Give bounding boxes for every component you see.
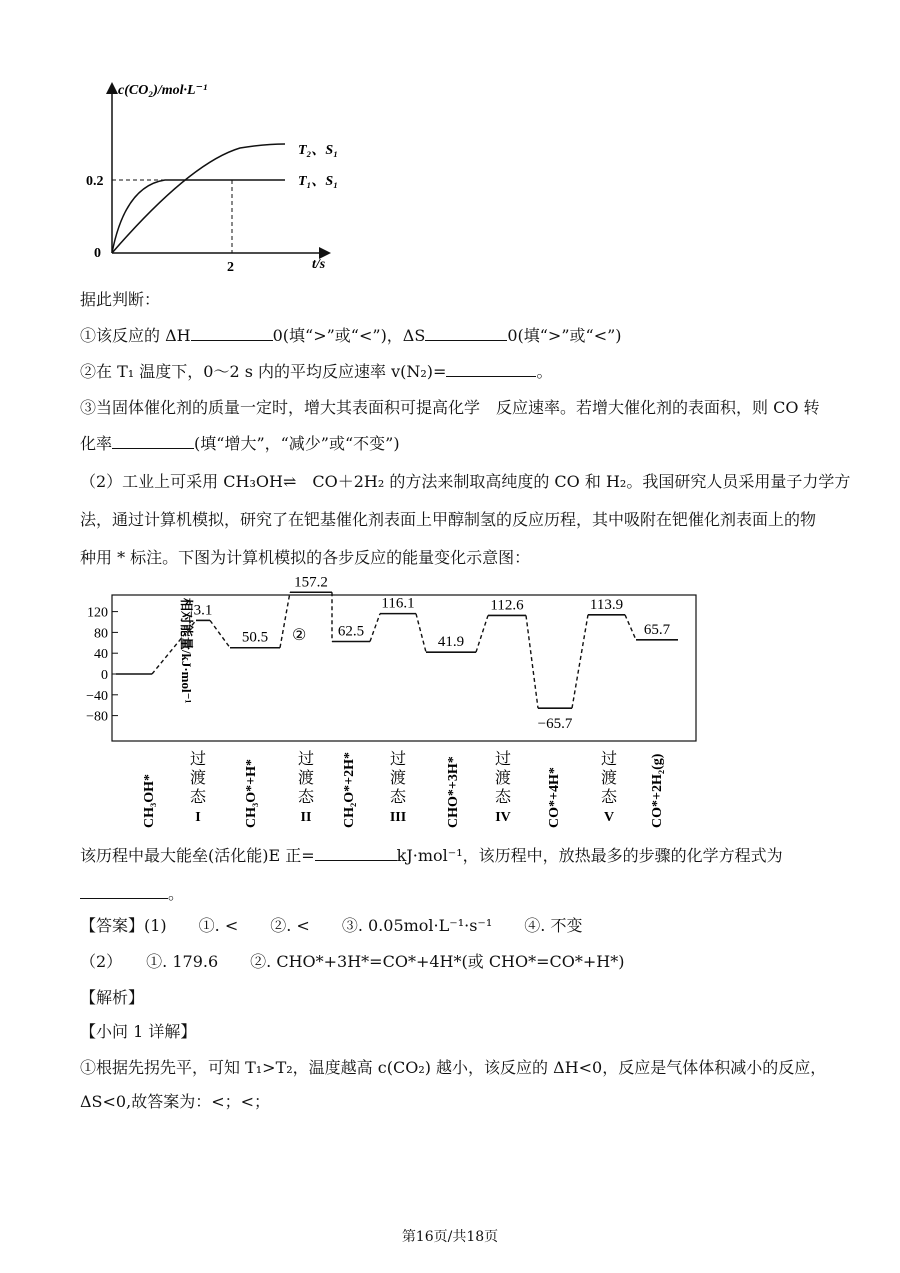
category-label: 态 xyxy=(297,789,315,806)
category-label: III xyxy=(389,810,407,825)
q1-part-b: 0(填“>”或“<”)，ΔS xyxy=(272,326,426,345)
q3-part-a: 化率 xyxy=(80,434,113,453)
q3-part-b: (填“增大”，“减少”或“不变”) xyxy=(194,434,400,453)
blank-activation[interactable] xyxy=(315,846,397,861)
step-marker: ② xyxy=(292,627,307,644)
energy-value-label: −65.7 xyxy=(537,716,573,733)
energy-value-label: 113.9 xyxy=(589,596,624,613)
category-label: 态 xyxy=(600,789,618,806)
origin-label: 0 xyxy=(94,246,101,261)
connector-dashed xyxy=(210,620,230,647)
subquestion-heading: 【小问 1 详解】 xyxy=(80,1022,197,1041)
q1-part-a: ①该反应的 ΔH xyxy=(80,326,191,345)
q4-part-b: kJ·mol⁻¹，该历程中，放热最多的步骤的化学方程式为 xyxy=(396,846,783,865)
y-tick-label: 40 xyxy=(94,647,108,663)
part2-line3: 种用 * 标注。下图为计算机模拟的各步反应的能量变化示意图： xyxy=(80,548,531,567)
y-axis-label: 相对能量/kJ·mol⁻¹ xyxy=(179,598,194,704)
q4-part-a: 该历程中最大能垒(活化能)E 正= xyxy=(80,846,315,865)
blank-ds[interactable] xyxy=(425,326,507,341)
curve-t1 xyxy=(112,180,285,253)
question-4-line1 xyxy=(80,846,783,866)
explanation-2: ΔS<0,故答案为：<；<； xyxy=(80,1092,271,1111)
question-1 xyxy=(80,326,622,346)
explanation-1: ①根据先拐先平，可知 T₁>T₂，温度越高 c(CO₂) 越小，该反应的 ΔH<0，反应是气体体积减小的反应， xyxy=(80,1058,827,1077)
category-label: CHO*+3H* xyxy=(446,756,461,828)
question-3-line1: ③当固体催化剂的质量一定时，增大其表面积可提高化学 反应速率。若增大催化剂的表面积，则 CO 转 xyxy=(80,398,820,417)
y-axis-label: c(CO₂)/mol·L⁻¹ xyxy=(118,83,208,98)
q4-part-c: 。 xyxy=(168,884,185,903)
connector-dashed xyxy=(416,614,426,653)
x-tick-label: 2 xyxy=(227,260,234,275)
category-label: CO*+2H₂(g) xyxy=(650,753,665,828)
answer-1: 【答案】(1) ①. < ②. < ③. 0.05mol·L⁻¹·s⁻¹ ④. 不变 xyxy=(80,916,583,935)
y-tick-label: 120 xyxy=(87,605,108,621)
energy-value-label: 65.7 xyxy=(643,621,671,638)
y-tick-label: −80 xyxy=(86,709,108,725)
concentration-time-chart xyxy=(80,78,340,278)
x-axis-label: t/s xyxy=(312,257,326,272)
judge-text: 据此判断： xyxy=(80,290,161,309)
question-4-line2 xyxy=(80,884,184,904)
energy-value-label: 157.2 xyxy=(294,574,328,591)
y-tick-label: 80 xyxy=(94,626,108,642)
energy-profile-chart xyxy=(78,574,718,838)
category-label: 过 xyxy=(494,751,512,768)
curve-t2 xyxy=(112,144,285,253)
category-label: CH₃O*+H* xyxy=(244,759,259,828)
category-label: 渡 xyxy=(189,770,207,787)
energy-value-label: 41.9 xyxy=(437,634,465,651)
energy-value-label: 50.5 xyxy=(241,629,269,646)
category-label: I xyxy=(195,810,201,825)
energy-value-label: 112.6 xyxy=(490,597,524,614)
category-label: 过 xyxy=(389,751,407,768)
blank-dh[interactable] xyxy=(191,326,273,341)
connector-dashed xyxy=(572,615,588,708)
category-label: CH₂O*+2H* xyxy=(342,752,357,828)
connector-dashed xyxy=(625,615,636,640)
page-footer: 第16页/共18页 xyxy=(401,1229,499,1245)
analysis-heading: 【解析】 xyxy=(80,988,145,1007)
question-2 xyxy=(80,362,552,382)
y-tick-label: 0 xyxy=(101,668,108,683)
category-label: IV xyxy=(495,810,511,825)
category-label: 渡 xyxy=(297,770,315,787)
category-label: 过 xyxy=(600,751,618,768)
series-label-t1: T₁、S₁ xyxy=(298,174,339,189)
category-label: V xyxy=(603,810,615,825)
y-tick-label: 0.2 xyxy=(86,174,104,189)
category-label: 态 xyxy=(189,789,207,806)
energy-value-label: 62.5 xyxy=(337,623,365,640)
category-label: 态 xyxy=(389,789,407,806)
blank-conversion[interactable] xyxy=(112,434,194,449)
category-label: 过 xyxy=(297,751,315,768)
energy-value-label: 3.1 xyxy=(193,602,213,619)
category-label: CH₃OH* xyxy=(142,774,157,828)
connector-dashed xyxy=(526,615,538,708)
part2-line2: 法，通过计算机模拟，研究了在钯基催化剂表面上甲醇制氢的反应历程，其中吸附在钯催化剂表面上的物 xyxy=(80,510,817,529)
category-label: 渡 xyxy=(494,770,512,787)
blank-rate[interactable] xyxy=(446,362,536,377)
q1-part-c: 0(填“>”或“<”) xyxy=(507,326,622,345)
part2-line1: （2）工业上可采用 CH₃OH⇌ CO＋2H₂ 的方法来制取高纯度的 CO 和 H₂。我国研究人员采用量子力学方 xyxy=(80,472,851,491)
y-tick-label: −40 xyxy=(86,688,108,704)
category-label: 过 xyxy=(189,751,207,768)
answer-2: （2） ①. 179.6 ②. CHO*+3H*=CO*+4H*(或 CHO*=CO*+H*) xyxy=(80,952,625,971)
category-label: CO*+4H* xyxy=(547,767,562,828)
energy-value-label: 116.1 xyxy=(381,595,415,612)
category-label: 渡 xyxy=(389,770,407,787)
blank-equation[interactable] xyxy=(80,884,168,899)
connector-dashed xyxy=(370,614,380,642)
question-3-line2 xyxy=(80,434,400,454)
series-label-t2: T₂、S₁ xyxy=(298,143,339,158)
q2-part-b: 。 xyxy=(536,362,553,381)
category-label: II xyxy=(300,810,312,825)
category-label: 渡 xyxy=(600,770,618,787)
q2-part-a: ②在 T₁ 温度下，0～2 s 内的平均反应速率 v(N₂)= xyxy=(80,362,447,381)
category-label: 态 xyxy=(494,789,512,806)
connector-dashed xyxy=(476,615,488,652)
connector-dashed xyxy=(280,592,290,647)
